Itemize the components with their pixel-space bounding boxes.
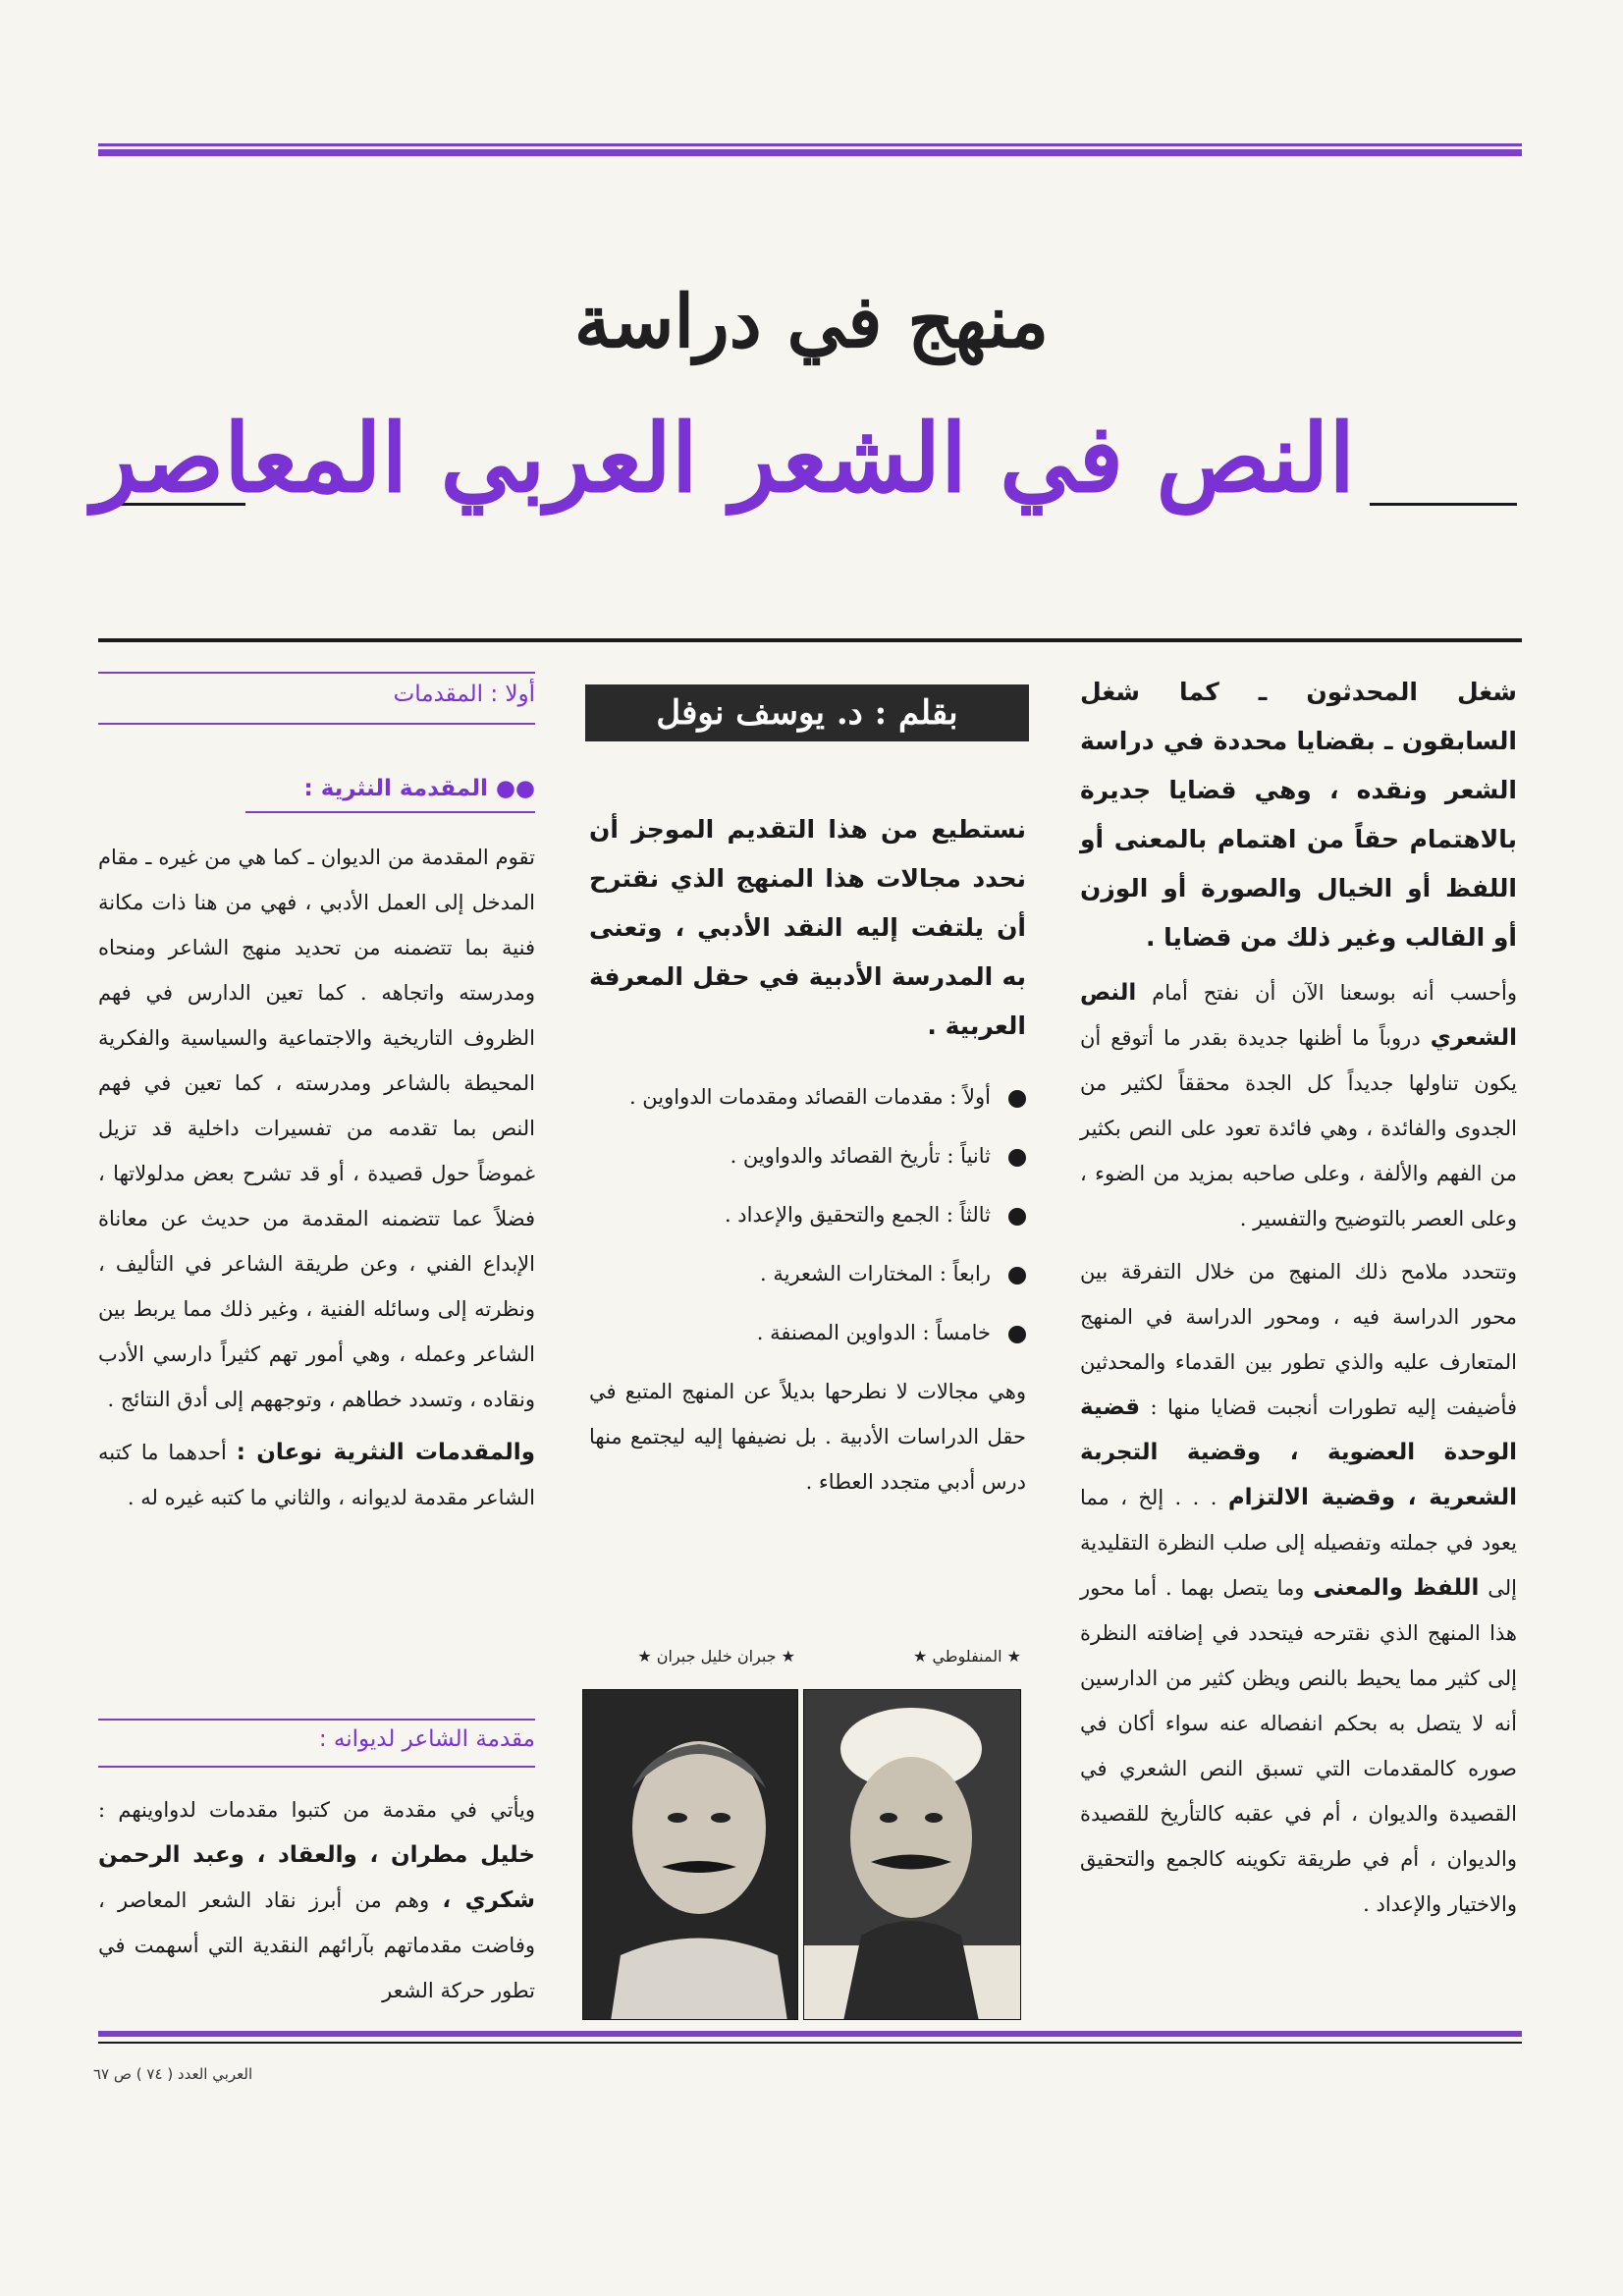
p3-left-text-b: وهم من أبرز نقاد الشعر المعاصر ، وفاضت مقدماتهم بآرائهم النقدية التي أسهمت في تطور حركة الشعر: [98, 1888, 535, 2002]
title-kicker: منهج في دراسة: [573, 280, 1050, 364]
bullet-icon: [1008, 1267, 1026, 1285]
p2-text-b: دروباً ما أظنها جديدة بقدر ما أتوقع أن يكون تناولها جديداً كل الجدة محققاً لكثير من الجدوى والفائدة ، وهي فائدة تعود على النص بكثير من الفهم والألفة ، وعلى صاحبه بمزيد من الضوء ، وعلى العصر بالتوضيح والتفسير .: [1080, 1026, 1517, 1230]
p2-left-text: أحدهما ما كتبه الشاعر مقدمة لديوانه ، والثاني ما كتبه غيره له .: [98, 1441, 535, 1509]
section-title-poet-intro: مقدمة الشاعر لديوانه :: [318, 1726, 535, 1752]
bottom-rule-thin: [98, 2042, 1522, 2044]
portrait-manfaluti-image: [803, 1690, 1020, 2020]
left-section1-rule-bottom: [98, 723, 535, 725]
intro-paragraph: شغل المحدثون ـ كما شغل السابقون ـ بقضايا محددة في دراسة الشعر ونقده ، وهي قضايا جديرة بالاهتمام حقاً من اهتمام بالمعنى أو اللفظ أو الخيال والصورة أو الوزن أو القالب وغير ذلك من قضايا .: [1080, 678, 1517, 952]
left-paragraph-2: [98, 1430, 535, 1520]
list-item: ثانياً : تأريخ القصائد والدواوين .: [589, 1133, 1026, 1178]
portrait-photo-manfaluti: [803, 1689, 1021, 2020]
left-section2-rule-bottom: [98, 1766, 535, 1768]
left-section1-rule-top: [98, 672, 535, 674]
p3-text-a: وتتحدد ملامح ذلك المنهج من خلال التفرقة بين محور الدراسة فيه ، ومحور الدراسة في المنهج المتعارف عليه والذي تطور بين القدماء والمحدثين فأضيفت إليه تطورات أنجبت قضايا منها :: [1080, 1260, 1517, 1419]
p2-left-bold: والمقدمات النثرية نوعان :: [236, 1440, 535, 1465]
portrait-gibran-image: [582, 1690, 797, 2020]
photo-caption-left: ★ جبران خليل جبران ★: [637, 1647, 795, 1666]
list-item: خامساً : الدواوين المصنفة .: [589, 1310, 1026, 1355]
list-item: رابعاً : المختارات الشعرية .: [589, 1251, 1026, 1296]
top-rule-thick: [98, 149, 1522, 156]
p3-left-bold: خليل مطران ، والعقاد ، وعبد الرحمن شكري ،: [98, 1842, 535, 1913]
p3-text-c: وما يتصل بهما . أما محور هذا المنهج الذي نقترحه فيتحدد في إضافته النظرة إلى كثير مما يحيط بالنص ويظن كثير من الدارسين أنه لا يتصل به بحكم انفصاله عنه سواء أكان في صوره كالمقدمات التي تسبق النص الشعري في القصيدة والديوان ، أم في عقبه كالتأريخ للقصيدة والديوان ، أم في طريقة تكوينه كالجمع والتحقيق والاختيار والإعداد .: [1080, 1576, 1517, 1916]
p2-bold: النص الشعري: [1080, 980, 1517, 1051]
bullet-icon: [1008, 1149, 1026, 1167]
left-paragraph-1: تقوم المقدمة من الديوان ـ كما هي من غيره ـ مقام المدخل إلى العمل الأدبي ، فهي من هنا ذات مكانة فنية بما تتضمنه من تحديد منهج الشاعر ومنحاه ومدرسته واتجاهه . كما تعين الدارس في فهم الظروف التاريخية والاجتماعية والسياسية والفكرية المحيطة بالشاعر ومدرسته ، كما تعين في فهم النص بما تقدمه من تفسيرات داخلية قد تزيل غموضاً حول قصيدة ، أو قد تشرح بعض مدلولاتها ، فضلاً عما تتضمنه المقدمة من حديث عن معاناة الإبداع الفني ، وعن طريقة الشاعر في التأليف ، ونظرته إلى وسائله الفنية ، وغير ذلك مما يربط بين الشاعر وعمله ، وهي أمور تهم كثيراً دارسي الأدب ونقاده ، وتسدد خطاهم ، وتوجههم إلى أدق النتائج .: [98, 846, 535, 1411]
section-title-introductions: أولا : المقدمات: [393, 682, 535, 707]
left-paragraph-3: [98, 1787, 535, 2013]
p3-bold-1: قضية الوحدة العضوية ، وقضية التجربة الشعرية ، وقضية الالتزام: [1080, 1394, 1517, 1510]
page-title: النص في الشعر العربي المعاصر: [91, 403, 1355, 514]
list-item: أولاً : مقدمات القصائد ومقدمات الدواوين .: [589, 1074, 1026, 1120]
bullet-icon: [1008, 1208, 1026, 1226]
p2-text-a: وأحسب أنه بوسعنا الآن أن نفتح أمام: [1152, 981, 1517, 1005]
p3-text-b: . . . إلخ ، مما يعود في جملته وتفصيله إلى صلب النظرة التقليدية إلى: [1080, 1486, 1517, 1600]
middle-closing: وهي مجالات لا نطرحها بديلاً عن المنهج المتبع في حقل الدراسات الأدبية . بل نضيفها إليه ليجتمع منها درس أدبي متجدد العطاء .: [589, 1380, 1026, 1494]
p3-left-text-a: ويأتي في مقدمة من كتبوا مقدمات لدواوينهم :: [98, 1798, 535, 1822]
bullet-icon: [1008, 1326, 1026, 1343]
fields-list: [589, 1074, 1026, 1355]
subsection-title-prose: ●● المقدمة النثرية :: [303, 776, 535, 801]
p3-bold-2: اللفظ والمعنى: [1313, 1575, 1480, 1601]
top-rule-thin: [98, 143, 1522, 146]
page-footer: العربي العدد ( ٧٤ ) ص ٦٧: [93, 2065, 253, 2083]
left-section2-rule-top: [98, 1719, 535, 1721]
left-column-lower: [98, 1787, 535, 2021]
byline: بقلم : د. يوسف نوفل: [585, 684, 1029, 741]
middle-lead: نستطيع من هذا التقديم الموجز أن نحدد مجالات هذا المنهج الذي نقترح أن يلتفت إليه النقد الأدبي ، وتعنى به المدرسة الأدبية في حقل المعرفة العربية .: [589, 815, 1026, 1040]
right-column: [1080, 668, 1517, 1935]
list-item: ثالثاً : الجمع والتحقيق والإعداد .: [589, 1192, 1026, 1237]
portrait-photo-gibran: [582, 1689, 798, 2020]
middle-column: [589, 805, 1026, 1512]
subsection-underline: [245, 811, 535, 813]
left-column: [98, 835, 535, 1528]
headline-rule-right: [1370, 503, 1517, 506]
right-paragraph-2: [1080, 970, 1517, 1241]
body-top-rule: [98, 638, 1522, 642]
bullet-icon: [1008, 1090, 1026, 1108]
right-paragraph-3: [1080, 1249, 1517, 1927]
bottom-rule-thick: [98, 2031, 1522, 2037]
photo-caption-right: ★ المنفلوطي ★: [913, 1647, 1021, 1666]
